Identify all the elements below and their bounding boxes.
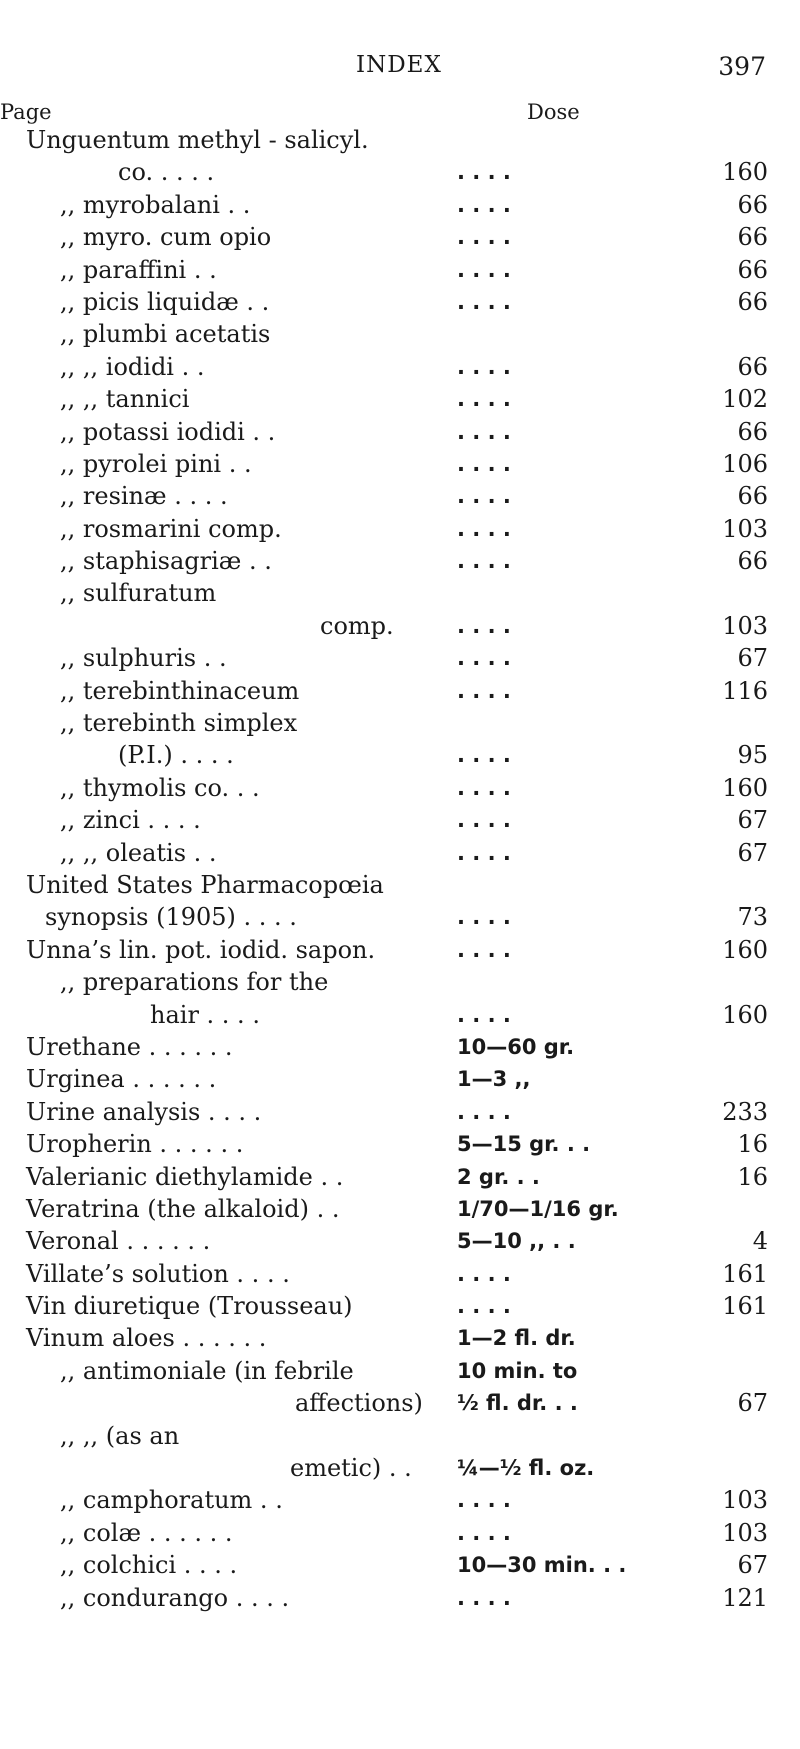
index-row	[0, 416, 800, 448]
index-row	[0, 966, 800, 998]
index-entry-dose: . . . .	[457, 387, 511, 412]
index-row	[0, 1193, 800, 1225]
index-entry-page: 66	[737, 482, 768, 511]
index-entry-text: ,, antimoniale (in febrile	[60, 1356, 354, 1385]
index-entry-page: 67	[737, 644, 768, 673]
index-row	[0, 999, 800, 1031]
index-entry-dose: . . . .	[457, 743, 511, 768]
index-entry-dose: . . . .	[457, 840, 511, 865]
index-entry-text: ,, ,, (as an	[60, 1421, 180, 1450]
index-row	[0, 1258, 800, 1290]
index-entry-page: 95	[737, 741, 768, 770]
index-entry-page: 67	[737, 1551, 768, 1580]
index-row	[0, 1517, 800, 1549]
index-entry-text: Unna’s lin. pot. iodid. sapon.	[26, 935, 376, 964]
index-row	[0, 156, 800, 188]
index-entry-text: Unguentum methyl - salicyl.	[26, 126, 369, 154]
index-entry-page: 4	[752, 1227, 768, 1256]
index-entry-text: ,, staphisagriæ . .	[60, 547, 272, 576]
index-entry-text: ,, sulphuris . .	[60, 644, 227, 673]
index-entry-dose: . . . .	[457, 419, 511, 444]
index-row	[0, 124, 800, 156]
index-row	[0, 351, 800, 383]
index-entry-page: 66	[737, 352, 768, 381]
index-entry-page: 233	[722, 1097, 768, 1126]
index-row	[0, 1128, 800, 1160]
index-entry-text: ,, preparations for the	[60, 968, 329, 997]
index-entry-text: Veronal . . . . . .	[26, 1227, 211, 1256]
index-entry-dose: ½ fl. dr. . .	[457, 1391, 578, 1416]
index-entry-dose: . . . .	[457, 484, 511, 509]
index-entry-page: 16	[737, 1130, 768, 1159]
index-row	[0, 1420, 800, 1452]
index-row	[0, 1549, 800, 1581]
index-entry-page: 106	[722, 449, 768, 478]
index-entry-text: United States Pharmacopœia	[26, 870, 384, 899]
index-entries	[0, 124, 800, 1614]
index-entry-text: ,, pyrolei pini . .	[60, 449, 252, 478]
index-row	[0, 318, 800, 350]
index-entry-dose: . . . .	[457, 1585, 511, 1610]
index-row	[0, 610, 800, 642]
index-entry-dose: . . . .	[457, 451, 511, 476]
index-row	[0, 837, 800, 869]
index-entry-page: 66	[737, 223, 768, 252]
index-row	[0, 1322, 800, 1354]
index-row	[0, 707, 800, 739]
index-entry-page: 160	[722, 1000, 768, 1029]
index-entry-dose: . . . .	[457, 1002, 511, 1027]
index-entry-dose: 1—2 fl. dr.	[457, 1326, 576, 1351]
index-row	[0, 1096, 800, 1128]
index-entry-text: Villate’s solution . . . .	[26, 1259, 290, 1288]
index-entry-dose: 10 min. to	[457, 1358, 578, 1383]
index-entry-text: co. . . . .	[118, 158, 215, 187]
index-entry-page: 66	[737, 255, 768, 284]
index-row	[0, 1161, 800, 1193]
index-entry-text: hair . . . .	[150, 1000, 260, 1029]
index-entry-text: ,, terebinthinaceum	[60, 676, 300, 705]
index-row	[0, 286, 800, 318]
index-row	[0, 189, 800, 221]
index-entry-text: ,, camphoratum . .	[60, 1486, 283, 1515]
index-row	[0, 1387, 800, 1419]
index-entry-dose: . . . .	[457, 160, 511, 185]
index-row	[0, 1484, 800, 1516]
index-entry-dose: . . . .	[457, 1294, 511, 1319]
index-entry-page: 160	[722, 158, 768, 187]
index-entry-text: ,, myro. cum opio	[60, 223, 272, 252]
index-entry-dose: . . . .	[457, 905, 511, 930]
index-row	[0, 545, 800, 577]
index-entry-dose: . . . .	[457, 516, 511, 541]
index-entry-dose: . . . .	[457, 937, 511, 962]
index-entry-page: 66	[737, 417, 768, 446]
index-entry-text: Uropherin . . . . . .	[26, 1130, 244, 1159]
index-row	[0, 739, 800, 771]
index-entry-page: 67	[737, 806, 768, 835]
index-entry-text: ,, ,, oleatis . .	[60, 838, 217, 867]
index-row	[0, 642, 800, 674]
index-entry-text: ,, colchici . . . .	[60, 1551, 238, 1580]
index-row	[0, 1582, 800, 1614]
index-entry-page: 73	[737, 903, 768, 932]
index-entry-dose: 10—30 min. . .	[457, 1553, 627, 1578]
index-entry-dose: 2 gr. . .	[457, 1164, 540, 1189]
index-entry-dose: . . . .	[457, 646, 511, 671]
index-entry-page: 161	[722, 1292, 768, 1321]
index-entry-page: 161	[722, 1259, 768, 1288]
index-entry-text: ,, thymolis co. . .	[60, 773, 260, 802]
index-row	[0, 1063, 800, 1095]
index-row	[0, 480, 800, 512]
index-row	[0, 254, 800, 286]
index-entry-text: ,, potassi iodidi . .	[60, 417, 276, 446]
index-row	[0, 448, 800, 480]
index-entry-text: ,, resinæ . . . .	[60, 482, 228, 511]
index-entry-page: 66	[737, 547, 768, 576]
index-row	[0, 901, 800, 933]
index-row	[0, 869, 800, 901]
index-row	[0, 1452, 800, 1484]
index-entry-dose: . . . .	[457, 1261, 511, 1286]
index-entry-text: Urginea . . . . . .	[26, 1065, 217, 1094]
page-column-heading: Page	[0, 100, 52, 124]
index-row	[0, 1355, 800, 1387]
index-entry-text: Veratrina (the alkaloid) . .	[26, 1194, 340, 1223]
index-entry-text: Urine analysis . . . .	[26, 1097, 262, 1126]
index-row	[0, 383, 800, 415]
index-entry-page: 103	[722, 514, 768, 543]
index-row	[0, 221, 800, 253]
index-entry-text: ,, rosmarini comp.	[60, 514, 282, 543]
index-entry-text: Valerianic diethylamide . .	[26, 1162, 344, 1191]
index-entry-dose: . . . .	[457, 678, 511, 703]
index-entry-text: ,, ,, iodidi . .	[60, 352, 205, 381]
index-entry-dose: . . . .	[457, 257, 511, 282]
index-entry-page: 16	[737, 1162, 768, 1191]
index-row	[0, 675, 800, 707]
page-number: 397	[718, 52, 766, 81]
index-entry-text: ,, picis liquidæ . .	[60, 287, 270, 316]
index-entry-page: 66	[737, 190, 768, 219]
index-entry-page: 160	[722, 773, 768, 802]
index-row	[0, 804, 800, 836]
index-row	[0, 1031, 800, 1063]
index-entry-dose: . . . .	[457, 192, 511, 217]
dose-column-heading: Dose	[527, 100, 580, 124]
index-entry-text: Vinum aloes . . . . . .	[26, 1324, 267, 1353]
index-entry-dose: 5—10 ,, . .	[457, 1229, 576, 1254]
index-entry-dose: . . . .	[457, 1520, 511, 1545]
index-entry-page: 121	[722, 1583, 768, 1612]
index-row	[0, 772, 800, 804]
index-entry-dose: 1/70—1/16 gr.	[457, 1196, 619, 1221]
index-entry-text: comp.	[320, 611, 394, 640]
index-entry-text: Urethane . . . . . .	[26, 1032, 233, 1061]
index-entry-page: 67	[737, 838, 768, 867]
index-entry-page: 116	[722, 676, 768, 705]
index-entry-text: ,, sulfuratum	[60, 579, 217, 608]
index-entry-text: (P.I.) . . . .	[118, 741, 234, 770]
index-entry-dose: . . . .	[457, 1488, 511, 1513]
index-row	[0, 577, 800, 609]
index-entry-dose: . . . .	[457, 775, 511, 800]
index-entry-dose: . . . .	[457, 225, 511, 250]
index-entry-page: 103	[722, 611, 768, 640]
index-entry-text: ,, paraffini . .	[60, 255, 217, 284]
index-entry-page: 103	[722, 1486, 768, 1515]
index-entry-dose: 1—3 ,,	[457, 1067, 531, 1092]
index-entry-page: 67	[737, 1389, 768, 1418]
index-entry-page: 103	[722, 1518, 768, 1547]
page-header	[0, 52, 800, 92]
index-entry-dose: . . . .	[457, 613, 511, 638]
index-entry-page: 160	[722, 935, 768, 964]
index-entry-dose: . . . .	[457, 289, 511, 314]
index-entry-page: 102	[722, 385, 768, 414]
index-entry-dose: . . . .	[457, 1099, 511, 1124]
index-entry-text: ,, plumbi acetatis	[60, 320, 271, 349]
index-entry-dose: . . . .	[457, 808, 511, 833]
index-row	[0, 513, 800, 545]
index-row	[0, 934, 800, 966]
index-entry-text: ,, terebinth simplex	[60, 709, 298, 738]
index-entry-dose: 10—60 gr.	[457, 1034, 575, 1059]
index-entry-text: ,, zinci . . . .	[60, 806, 201, 835]
index-entry-dose: . . . .	[457, 354, 511, 379]
index-entry-text: emetic) . .	[290, 1454, 412, 1483]
index-entry-text: affections)	[295, 1389, 423, 1418]
index-entry-text: synopsis (1905) . . . .	[45, 903, 297, 932]
running-head: INDEX	[356, 52, 442, 78]
index-row	[0, 1225, 800, 1257]
index-entry-text: ,, colæ . . . . . .	[60, 1518, 233, 1547]
index-entry-text: Vin diuretique (Trousseau)	[26, 1292, 353, 1321]
index-entry-text: ,, myrobalani . .	[60, 190, 251, 219]
index-entry-text: ,, ,, tannici	[60, 385, 190, 414]
index-entry-page: 66	[737, 287, 768, 316]
index-entry-dose: . . . .	[457, 549, 511, 574]
index-row	[0, 1290, 800, 1322]
index-entry-dose: 5—15 gr. . .	[457, 1132, 591, 1157]
index-entry-text: ,, condurango . . . .	[60, 1583, 290, 1612]
index-entry-dose: ¼—½ fl. oz.	[457, 1456, 595, 1481]
